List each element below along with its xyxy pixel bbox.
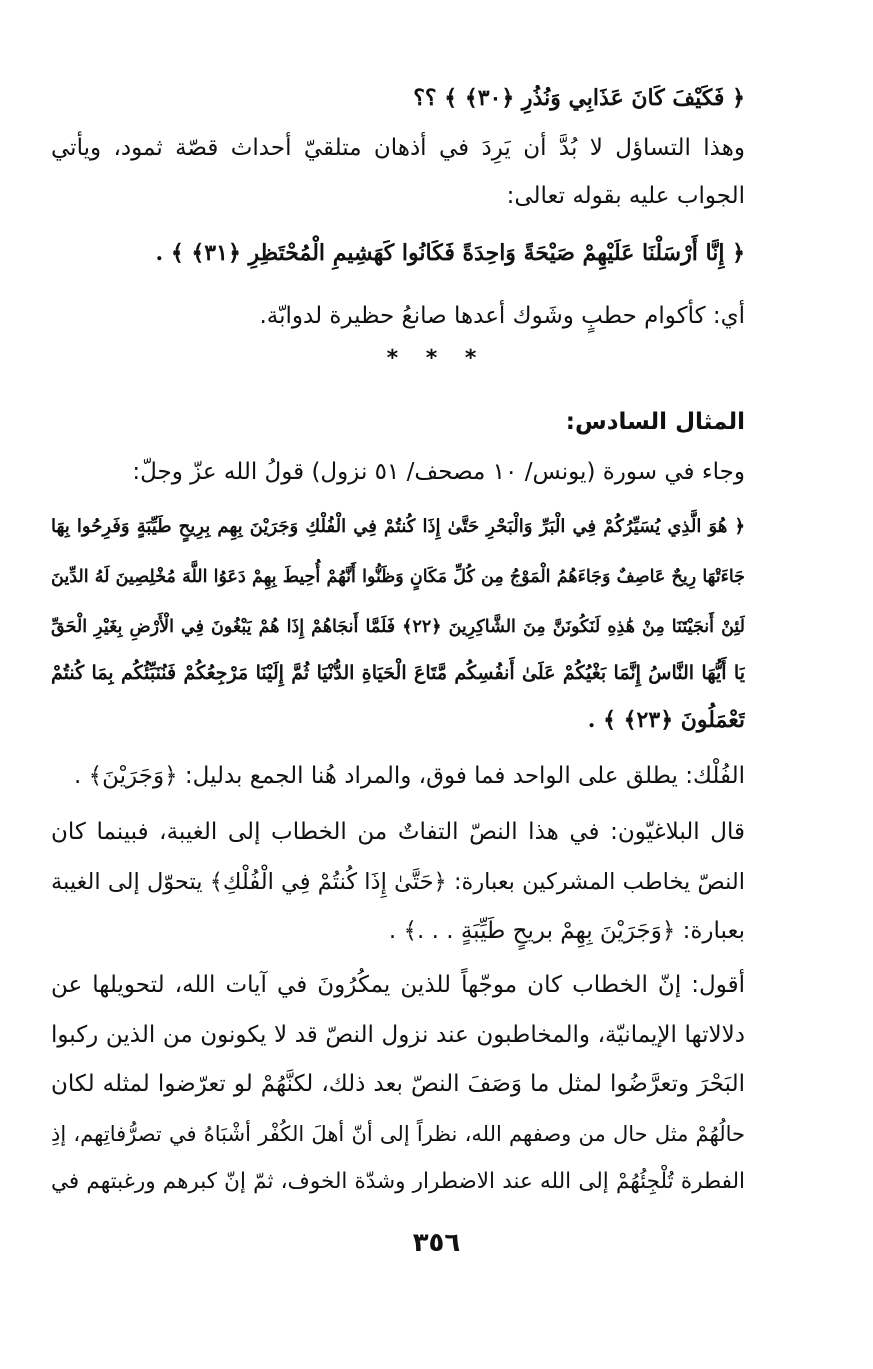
- paragraph-line: دلالاتها الإيمانيّة، والمخاطبون عند نزول النصّ قد لا يكونون من الذين ركبوا: [51, 1022, 745, 1048]
- paragraph-line: الجواب عليه بقوله تعالى:: [506, 183, 745, 209]
- page-number: ٣٥٦: [412, 1228, 461, 1258]
- paragraph-line: وجاء في سورة (يونس/ ١٠ مصحف/ ٥١ نزول) قولُ الله عزّ وجلّ:: [132, 459, 745, 485]
- quran-verse-line: ﴿ فَكَيْفَ كَانَ عَذَابِي وَنُذُرِ ﴿٣٠﴾ ﴾ ؟؟: [413, 85, 745, 111]
- paragraph-line: الفطرة تُلْجِئُهُمْ إلى الله عند الاضطرار وشدّة الخوف، ثمّ إنّ كبرهم ورغبتهم في: [51, 1169, 745, 1194]
- paragraph-line: أقول: إنّ الخطاب كان موجّهاً للذين يمكُرُونَ في آيات الله، لتحويلها عن: [51, 972, 745, 998]
- paragraph-line: وهذا التساؤل لا بُدَّ أن يَرِدَ في أذهان متلقيّ أحداث قصّة ثمود، ويأتي: [51, 135, 745, 161]
- paragraph-line: بعبارة: ﴿وَجَرَيْنَ بِهِمْ بريحٍ طَيِّبَةٍ . . .﴾ .: [388, 918, 745, 944]
- paragraph-line: حالُهُمْ مثل حال من وصفهم الله، نظراً إلى أنّ أهلَ الكُفْر أشْبَاهُ في تصرُّفاتِهم، إذِ: [51, 1122, 745, 1146]
- quran-verse-line: جَاءَتْهَا رِيحٌ عَاصِفٌ وَجَاءَهُمُ الْمَوْجُ مِن كُلِّ مَكَانٍ وَظَنُّوا أَنَّهُمْ أُحِيطَ بِهِمْ دَعَوُا اللَّهَ مُخْلِصِينَ لَهُ الدِّينَ: [51, 567, 745, 587]
- definition-line: الفُلْك: يطلق على الواحد فما فوق، والمراد هُنا الجمع بدليل: ﴿وَجَرَيْنَ﴾ .: [74, 763, 745, 789]
- paragraph-line: النصّ يخاطب المشركين بعبارة: ﴿حَتَّىٰ إِذَا كُنتُمْ فِي الْفُلْكِ﴾ يتحوّل إلى الغيبة: [51, 869, 745, 895]
- section-heading: المثال السادس:: [565, 409, 745, 435]
- quran-verse-line: لَئِنْ أَنجَيْتَنَا مِنْ هَٰذِهِ لَنَكُونَنَّ مِنَ الشَّاكِرِينَ ﴿٢٢﴾ فَلَمَّا أَنجَاهُمْ إِذَا هُمْ يَبْغُونَ فِي الْأَرْضِ بِغَيْرِ الْحَقِّ: [51, 617, 745, 637]
- quran-verse-line: ﴿ إِنَّا أَرْسَلْنَا عَلَيْهِمْ صَيْحَةً وَاحِدَةً فَكَانُوا كَهَشِيمِ الْمُحْتَظِرِ ﴿٣١﴾ ﴾ .: [155, 240, 745, 266]
- section-separator: * * *: [386, 346, 487, 371]
- paragraph-line: أي: كأكوام حطبٍ وشَوك أعدها صانعُ حظيرة لدوابّة.: [259, 303, 745, 329]
- quran-verse-line: ﴿ هُوَ الَّذِي يُسَيِّرُكُمْ فِي الْبَرِّ وَالْبَحْرِ حَتَّىٰ إِذَا كُنتُمْ فِي الْفُلْكِ وَجَرَيْنَ بِهِم بِرِيحٍ طَيِّبَةٍ وَفَرِحُوا بِهَا: [51, 516, 745, 537]
- paragraph-line: البَحْرَ وتعرَّضُوا لمثل ما وَصَفَ النصّ بعد ذلك، لكنَّهُمْ لو تعرّضوا لمثله لكان: [51, 1071, 745, 1097]
- quran-verse-line: تَعْمَلُونَ ﴿٢٣﴾ ﴾ .: [587, 707, 745, 733]
- paragraph-line: قال البلاغيّون: في هذا النصّ التفاتٌ من الخطاب إلى الغيبة، فبينما كان: [51, 819, 745, 845]
- quran-verse-line: يَا أَيُّهَا النَّاسُ إِنَّمَا بَغْيُكُمْ عَلَىٰ أَنفُسِكُم مَّتَاعَ الْحَيَاةِ الدُّنْيَا ثُمَّ إِلَيْنَا مَرْجِعُكُمْ فَنُنَبِّئُكُم بِمَا كُنتُمْ: [51, 662, 745, 684]
